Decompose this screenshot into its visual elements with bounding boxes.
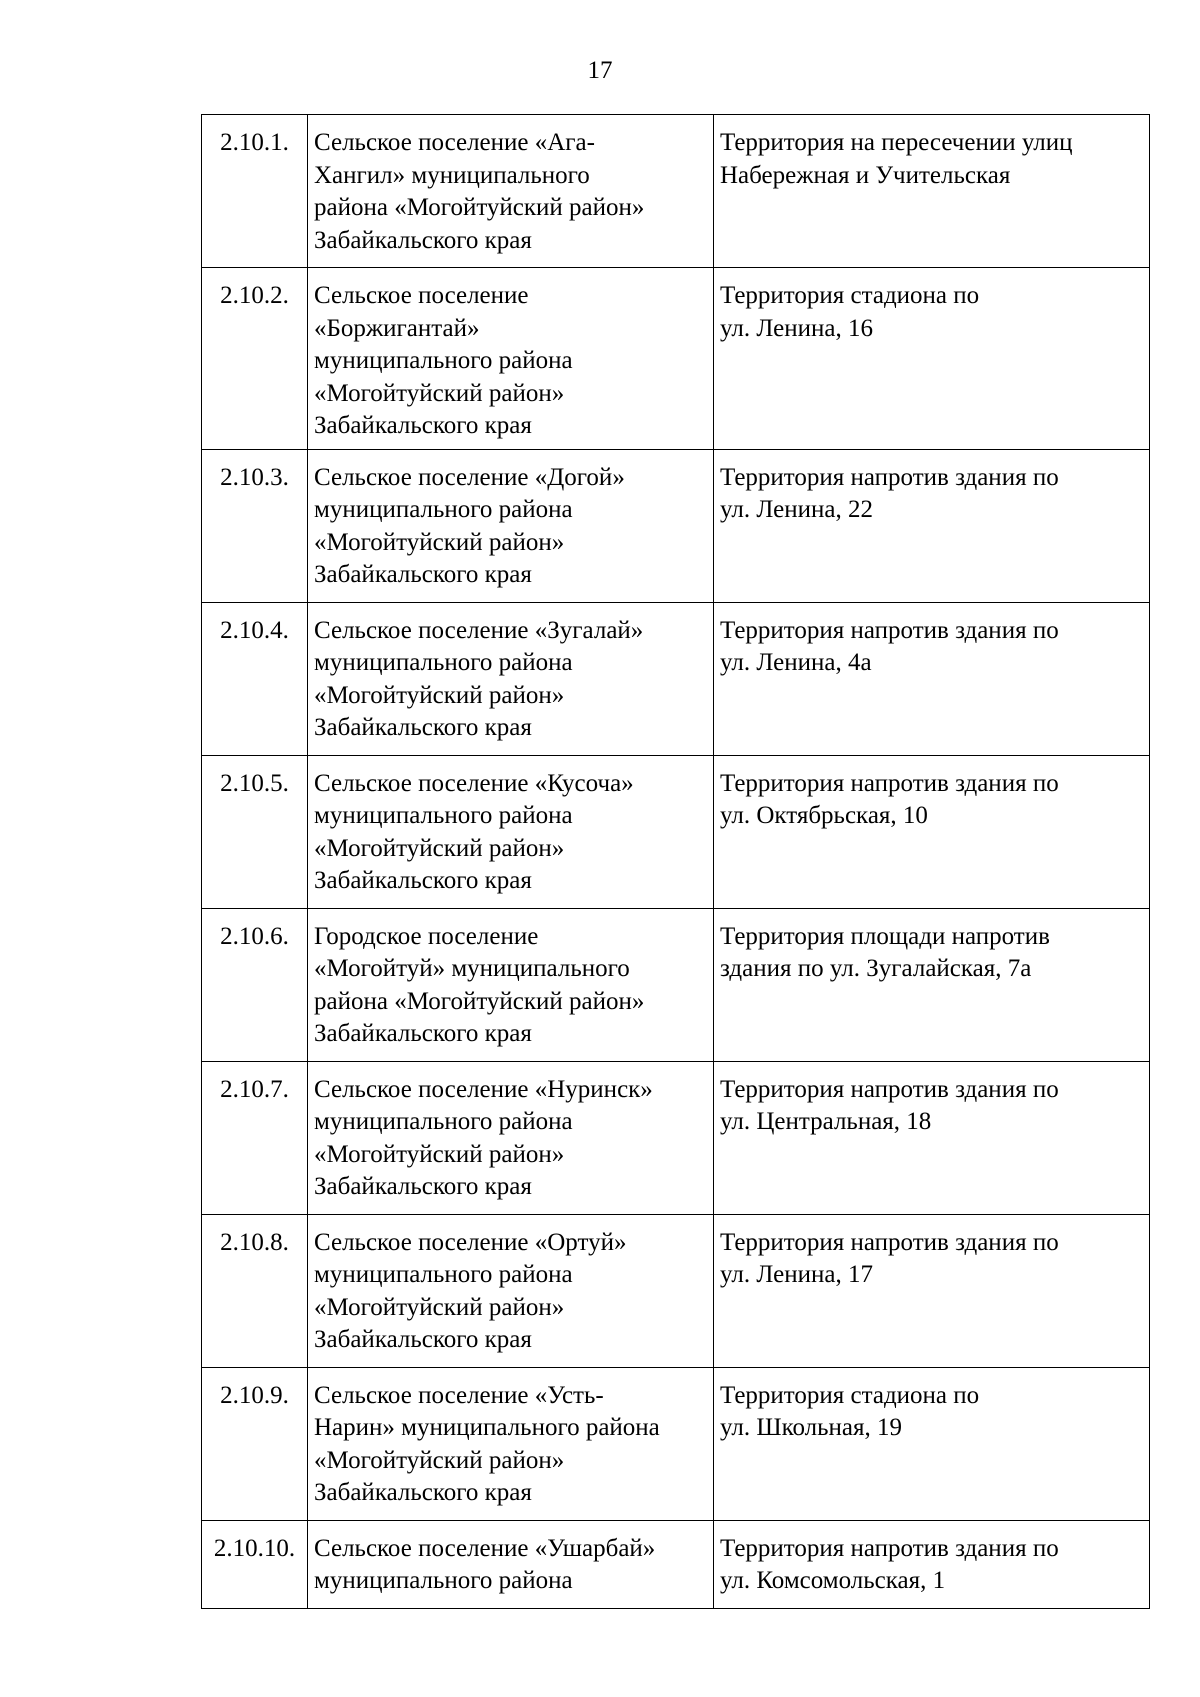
territory-line: Территория напротив здания по [720, 1075, 1059, 1103]
settlement-name-line: Забайкальского края [314, 1326, 532, 1353]
settlement-name-line: «Могойтуйский район» [314, 528, 565, 556]
territory-line: Территория стадиона по [720, 1381, 980, 1409]
settlement-name-line: «Боржигантай» [314, 314, 480, 342]
settlement-name-line: «Могойтуйский район» [314, 1446, 565, 1474]
settlement-name-line: Сельское поселение «Зугалай» [314, 616, 644, 644]
settlement-name-cell [308, 1367, 714, 1520]
settlement-name-line: «Могойтуй» муниципального [314, 955, 630, 982]
row-number-cell: 2.10.6. [202, 908, 308, 1061]
territory-line: Территория напротив здания по [720, 769, 1059, 797]
page-number: 17 [587, 57, 613, 84]
settlement-name-line: Нарин» муниципального района [314, 1414, 660, 1441]
settlement-name-cell [308, 268, 714, 450]
settlement-name-cell [308, 755, 714, 908]
table-row [202, 755, 1150, 908]
settlement-name-line: «Могойтуйский район» [314, 1293, 565, 1321]
settlement-name-line: Забайкальского края [314, 412, 532, 439]
territory-line: ул. Школьная, 19 [720, 1414, 902, 1441]
territory-cell [714, 115, 1150, 268]
territory-line: ул. Октябрьская, 10 [720, 802, 928, 829]
territory-cell [714, 1367, 1150, 1520]
settlement-name-line: муниципального района [314, 1567, 573, 1594]
table-row [202, 908, 1150, 1061]
settlement-name-line: Сельское поселение «Догой» [314, 463, 625, 491]
settlement-name-line: района «Могойтуйский район» [314, 194, 645, 221]
settlement-name-line: Забайкальского края [314, 226, 532, 254]
table-row [202, 1367, 1150, 1520]
territory-line: ул. Ленина, 22 [720, 496, 873, 523]
settlement-name-line: Сельское поселение «Кусоча» [314, 769, 634, 797]
settlement-name-line: Сельское поселение «Нуринск» [314, 1075, 653, 1103]
settlement-name-line: Забайкальского края [314, 714, 532, 741]
settlement-name-line: «Могойтуйский район» [314, 834, 565, 862]
territory-cell [714, 602, 1150, 755]
settlement-name-line: Сельское поселение «Ортуй» [314, 1228, 627, 1256]
settlement-name-line: муниципального района [314, 649, 573, 676]
settlement-name-line: муниципального района [314, 802, 573, 829]
settlements-table [201, 114, 1150, 1609]
territory-line: ул. Ленина, 17 [720, 1261, 873, 1288]
row-number-cell: 2.10.1. [202, 115, 308, 268]
territory-cell [714, 1214, 1150, 1367]
territory-line: ул. Ленина, 16 [720, 314, 873, 342]
settlement-name-line: Сельское поселение «Ушарбай» [314, 1534, 656, 1562]
territory-cell [714, 908, 1150, 1061]
territory-line: Территория стадиона по [720, 282, 980, 309]
row-number-cell: 2.10.5. [202, 755, 308, 908]
territory-cell [714, 1520, 1150, 1608]
settlement-name-cell [308, 908, 714, 1061]
territory-line: Территория напротив здания по [720, 463, 1059, 491]
table-row [202, 1214, 1150, 1367]
settlement-name-cell [308, 602, 714, 755]
table-row [202, 1061, 1150, 1214]
settlement-name-line: «Могойтуйский район» [314, 379, 565, 407]
settlement-name-cell [308, 1061, 714, 1214]
territory-cell [714, 755, 1150, 908]
settlement-name-line: «Могойтуйский район» [314, 681, 565, 709]
table-row [202, 115, 1150, 268]
territory-line: ул. Комсомольская, 1 [720, 1567, 946, 1594]
settlement-name-line: Забайкальского края [314, 867, 532, 894]
settlement-name-cell [308, 1520, 714, 1608]
settlement-name-line: Сельское поселение «Усть- [314, 1381, 604, 1409]
territory-line: ул. Центральная, 18 [720, 1108, 932, 1135]
row-number-cell: 2.10.8. [202, 1214, 308, 1367]
settlement-name-line: Сельское поселение [314, 282, 529, 309]
territory-line: Территория напротив здания по [720, 1534, 1059, 1562]
territory-line: здания по ул. Зугалайская, 7а [720, 955, 1032, 982]
settlement-name-line: муниципального района [314, 1108, 573, 1135]
table-row [202, 268, 1150, 450]
territory-cell [714, 449, 1150, 602]
territory-line: Территория напротив здания по [720, 1228, 1059, 1256]
settlement-name-line: муниципального района [314, 1261, 573, 1288]
settlement-name-cell [308, 115, 714, 268]
table-row [202, 1520, 1150, 1608]
row-number-cell: 2.10.3. [202, 449, 308, 602]
territory-cell [714, 268, 1150, 450]
row-number-cell: 2.10.9. [202, 1367, 308, 1520]
table-body [202, 115, 1150, 1609]
settlement-name-line: Хангил» муниципального [314, 161, 590, 189]
settlement-name-line: муниципального района [314, 347, 573, 374]
settlement-name-cell [308, 1214, 714, 1367]
settlement-name-line: Забайкальского края [314, 1173, 532, 1200]
row-number-cell: 2.10.2. [202, 268, 308, 450]
settlement-name-line: «Могойтуйский район» [314, 1140, 565, 1168]
settlement-name-line: Городское поселение [314, 922, 539, 950]
territory-line: Территория напротив здания по [720, 616, 1059, 644]
row-number-cell: 2.10.10. [202, 1520, 308, 1608]
settlement-name-line: Забайкальского края [314, 561, 532, 588]
settlement-name-line: муниципального района [314, 496, 573, 523]
table-row [202, 449, 1150, 602]
territory-line: Территория площади напротив [720, 922, 1050, 950]
settlement-name-line: Забайкальского края [314, 1020, 532, 1047]
territory-line: ул. Ленина, 4а [720, 649, 872, 676]
settlement-name-line: Сельское поселение «Ага- [314, 129, 595, 156]
table-row [202, 602, 1150, 755]
row-number-cell: 2.10.4. [202, 602, 308, 755]
settlement-name-line: района «Могойтуйский район» [314, 987, 645, 1015]
settlement-name-cell [308, 449, 714, 602]
territory-cell [714, 1061, 1150, 1214]
settlement-name-line: Забайкальского края [314, 1479, 532, 1506]
row-number-cell: 2.10.7. [202, 1061, 308, 1214]
territory-line: Территория на пересечении улиц [720, 129, 1073, 156]
territory-line: Набережная и Учительская [720, 161, 1011, 189]
